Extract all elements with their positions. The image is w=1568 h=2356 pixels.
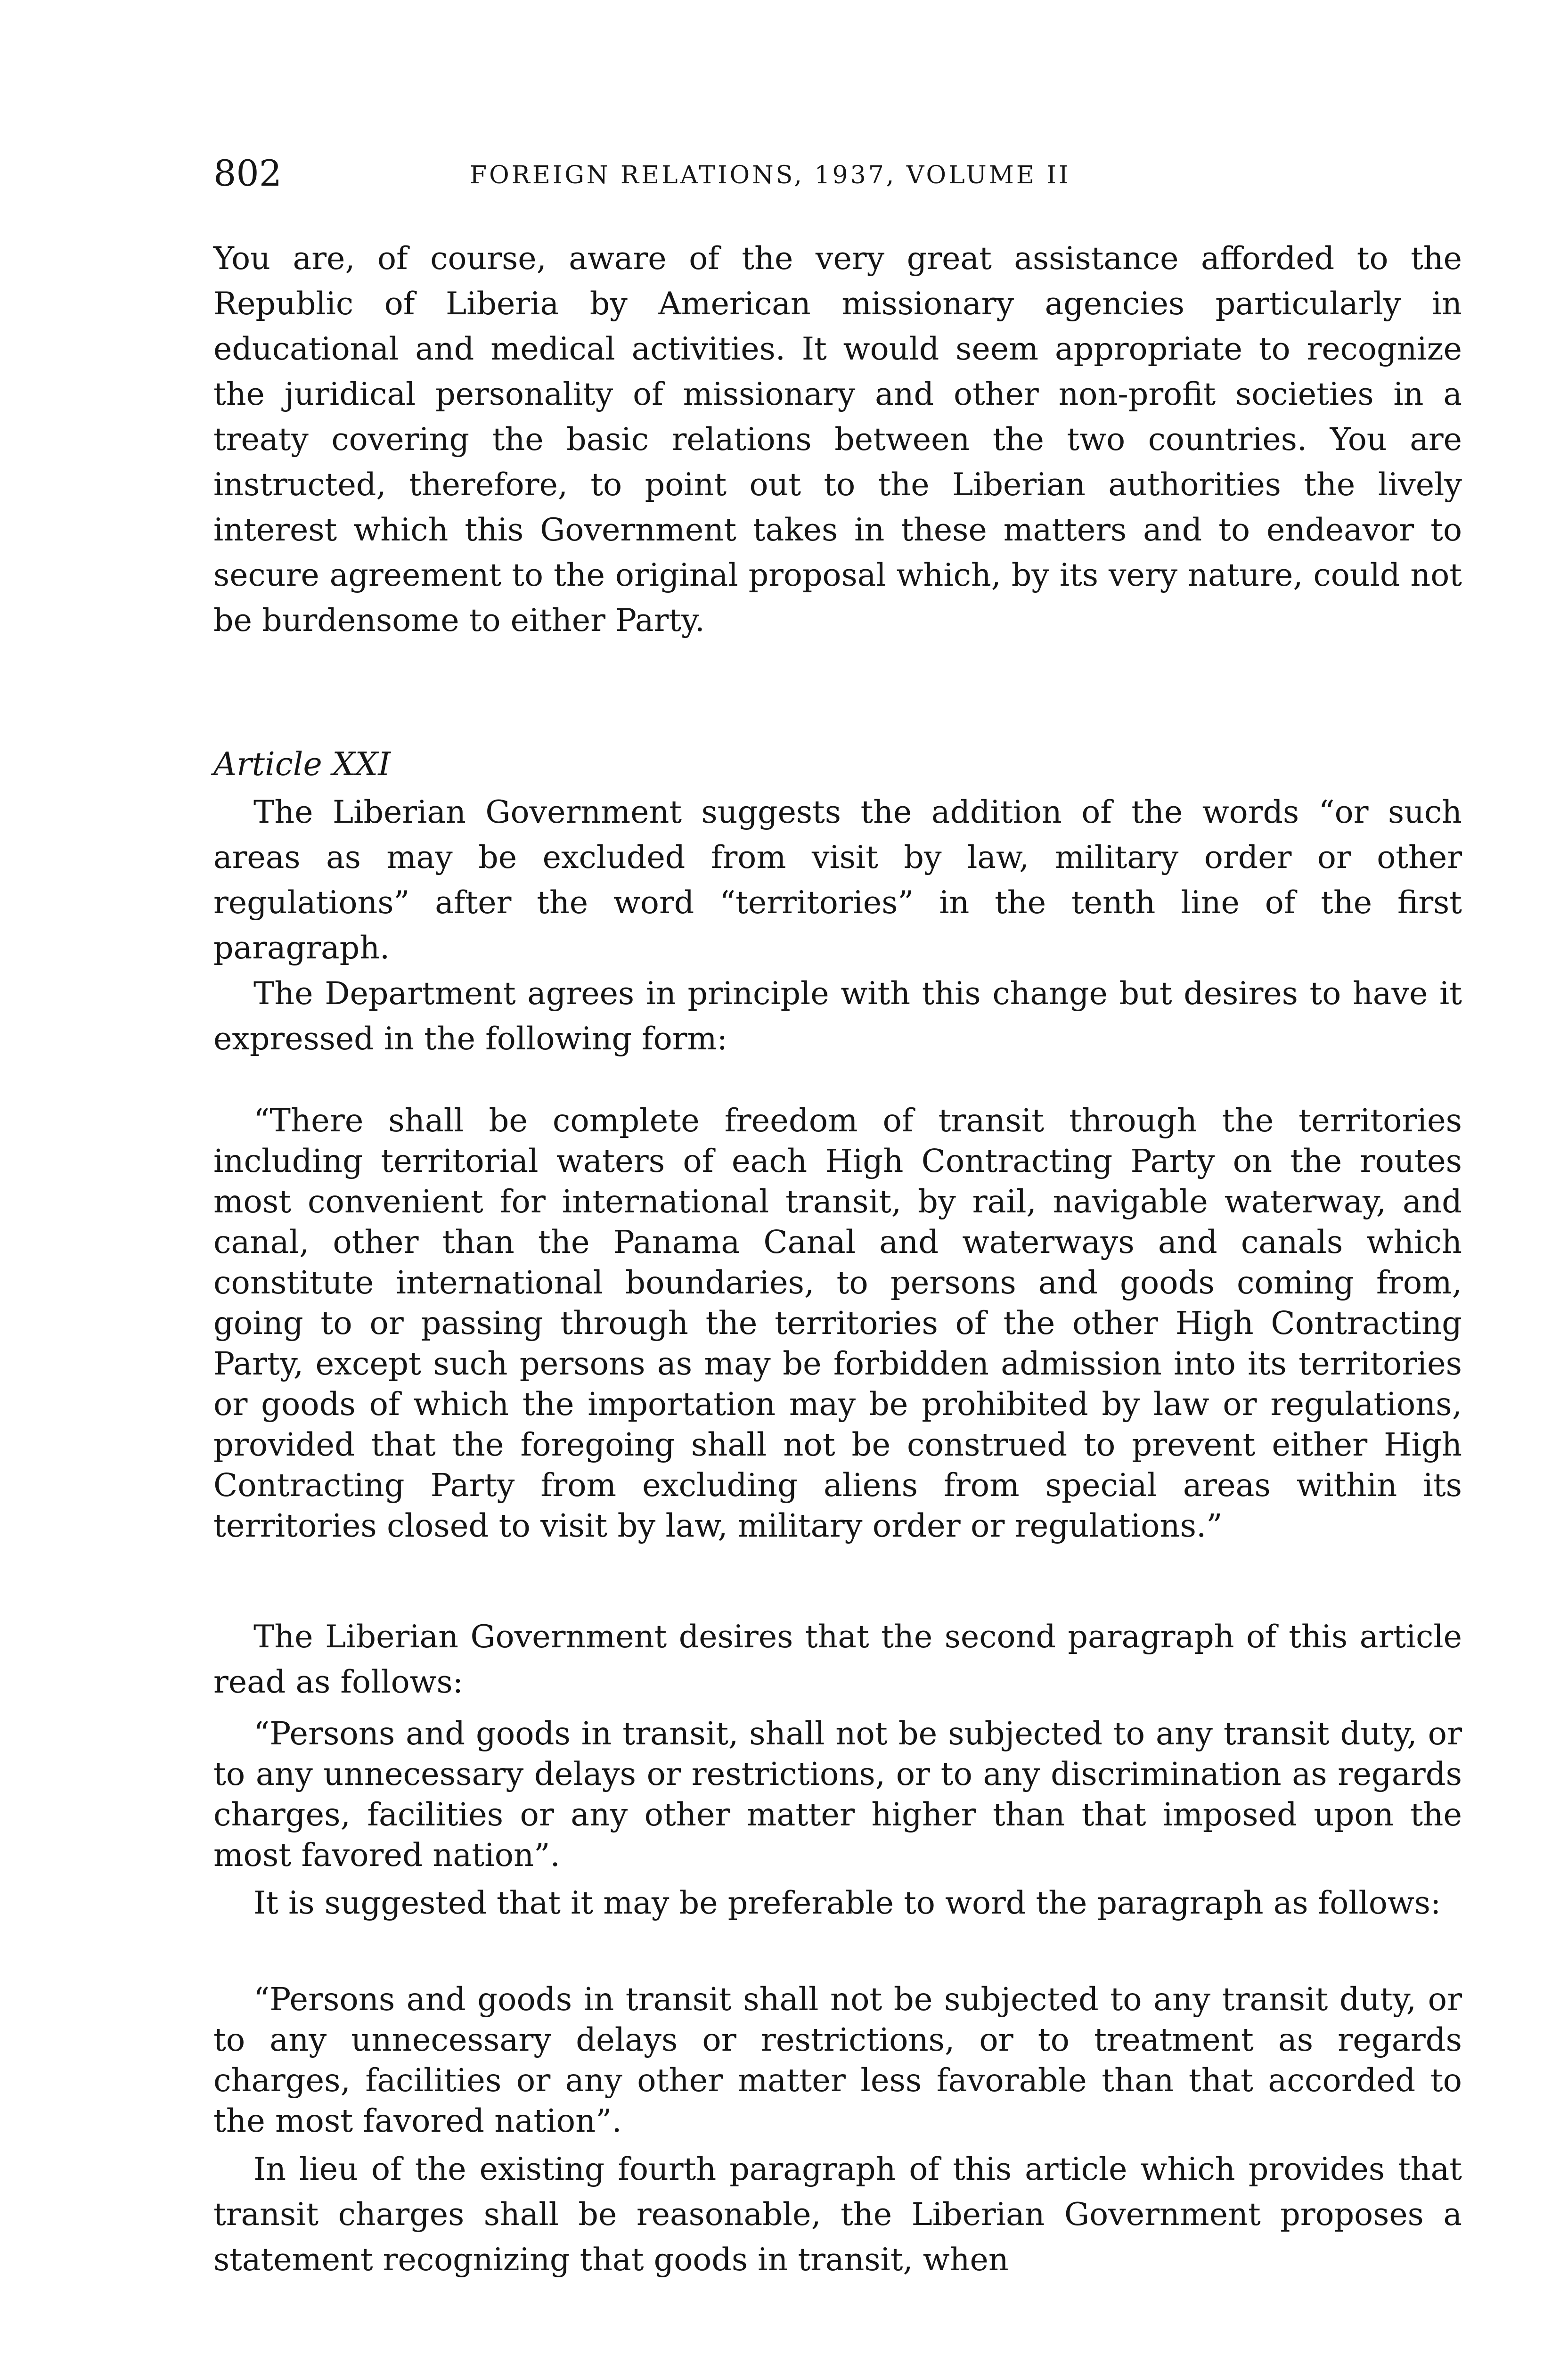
paragraph-second-paragraph-request: The Liberian Government desires that the second paragraph of this article read as follows: — [213, 1618, 1462, 1700]
paragraph-preferable-wording: It is suggested that it may be preferable to word the paragraph as follows: — [253, 1884, 1441, 1921]
paragraph-department-agrees: The Department agrees in principle with this change but desires to have it expressed in the following form: — [213, 975, 1462, 1057]
quote-department-wording: “Persons and goods in transit shall not be subjected to any transit duty, or to any unnecessary delays or restrictions, or to treatment as regards charges, facilities or any other matter less favorable than that accorded to the most favored nation”. — [213, 1981, 1462, 2139]
quote-liberian-wording: “Persons and goods in transit, shall not be subjected to any transit duty, or to any unnecessary delays or restrictions, or to any discrimination as regards charges, facilities or any other matter higher than that imposed upon the most favored nation”. — [213, 1715, 1462, 1873]
paragraph-liberian-suggestion: The Liberian Government suggests the addition of the words “or such areas as may be excluded from visit by law, military order or other regulations” after the word “territories” in the tenth line of the first paragraph. — [213, 794, 1462, 966]
paragraph-fourth-paragraph: In lieu of the existing fourth paragraph of this article which provides that transit charges shall be reasonable, the Liberian Government proposes a statement recognizing that goods in transit, when — [213, 2151, 1462, 2278]
quote-freedom-of-transit: “There shall be complete freedom of transit through the territories including territorial waters of each High Contracting Party on the routes most convenient for international transit, by rail, navigable waterway, and canal, other than the Panama Canal and waterways and canals which constitute international boundaries, to persons and goods coming from, going to or passing through the territories of the other High Contracting Party, except such persons as may be forbidden admission into its territories or goods of which the importation may be prohibited by law or regulations, provided that the foregoing shall not be construed to prevent either High Contracting Party from excluding aliens from special areas within its territories closed to visit by law, military order or regulations.” — [213, 1102, 1462, 1544]
article-heading: Article XXI — [213, 746, 391, 783]
running-head: FOREIGN RELATIONS, 1937, VOLUME II — [470, 161, 1071, 189]
page-header — [213, 150, 1462, 197]
paragraph-missionary-agencies: You are, of course, aware of the very great assistance afforded to the Republic of Liberia by American missionary agencies particularly in educational and medical activities. It would seem appropriate to recognize the juridical personality of missionary and other non-profit societies in a treaty covering the basic relations between the two countries. You are instructed, therefore, to point out to the Liberian authorities the lively interest which this Government takes in these matters and to endeavor to secure agreement to the original proposal which, by its very nature, could not be burdensome to either Party. — [213, 240, 1462, 638]
page-number: 802 — [213, 152, 282, 194]
